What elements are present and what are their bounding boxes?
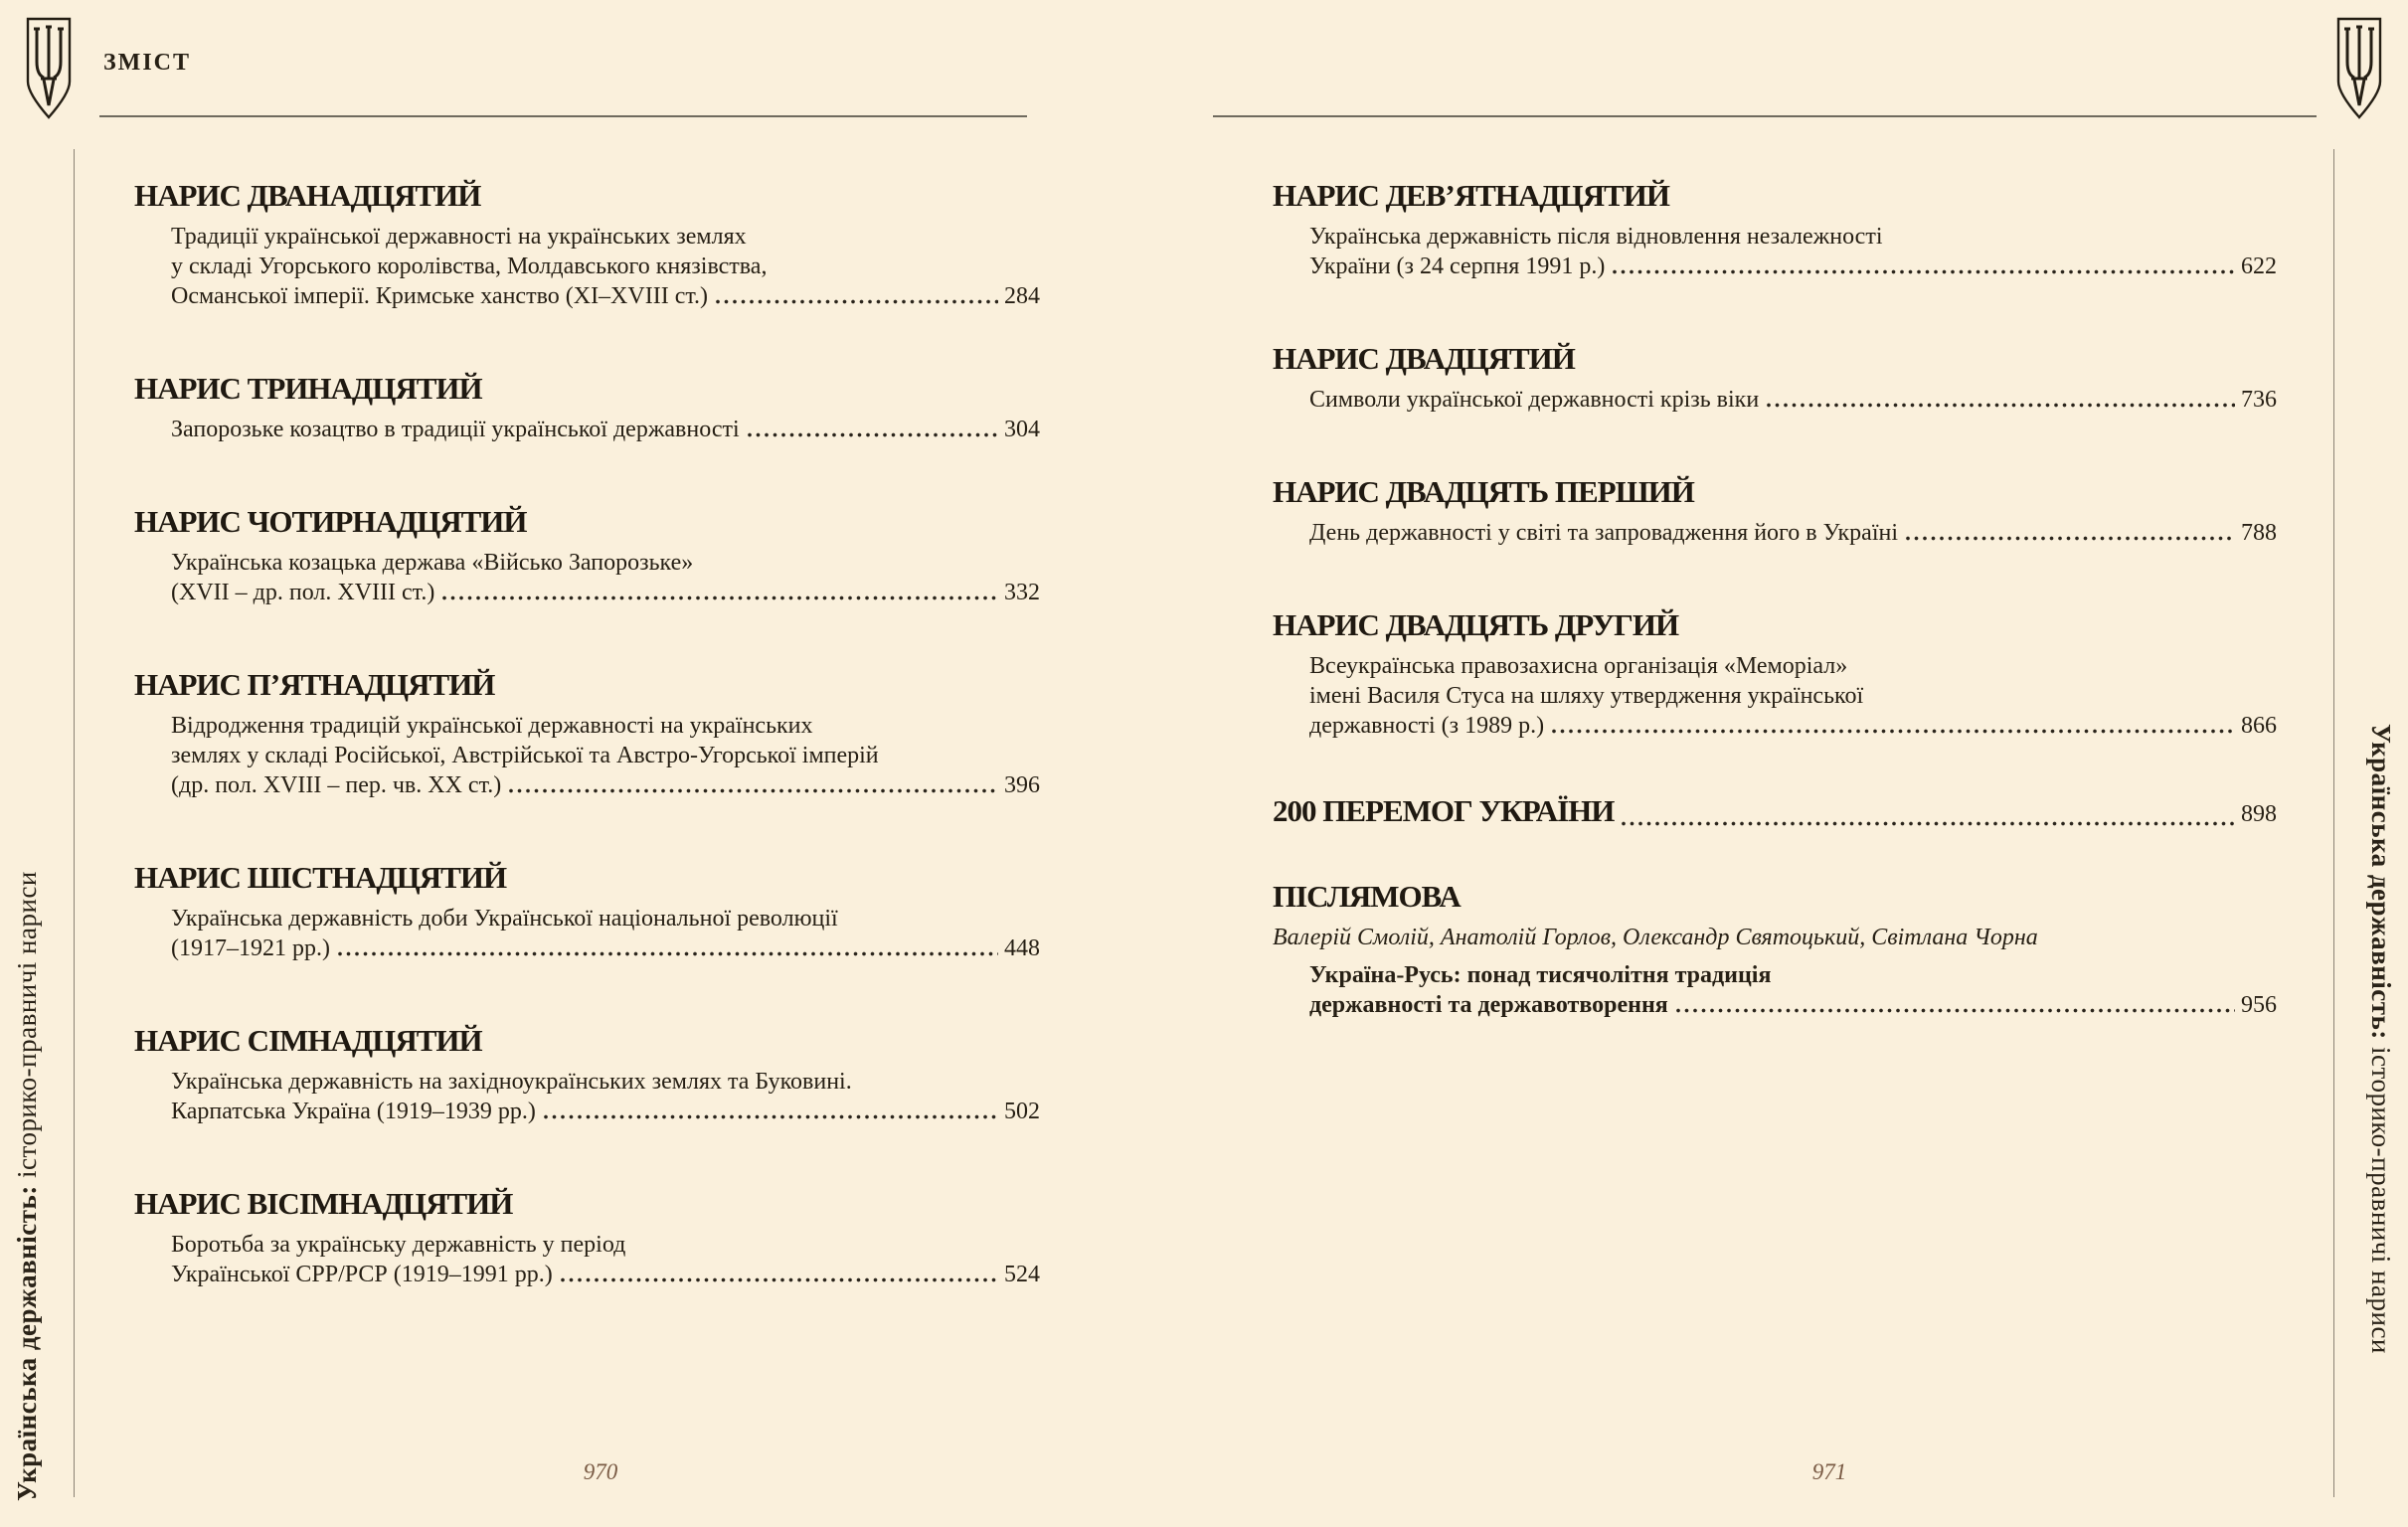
page-number: 524 bbox=[1004, 1262, 1040, 1287]
toc-entry-heading: НАРИС ШІСТНАДЦЯТИЙ bbox=[134, 860, 507, 895]
tryzub-shield-icon bbox=[24, 16, 74, 125]
toc-entry-line bbox=[1309, 990, 2277, 1020]
toc-entry-text: Запорозьке козацтво в традиції української державності bbox=[171, 417, 740, 442]
toc-entry bbox=[1273, 878, 2277, 1020]
toc-entry-text: України (з 24 серпня 1991 р.) bbox=[1309, 254, 1606, 279]
page-number: 284 bbox=[1004, 283, 1040, 309]
edge-rule-left bbox=[74, 149, 75, 1497]
header-rule-right bbox=[1213, 115, 2317, 117]
toc-entry bbox=[134, 370, 1040, 444]
toc-entry-heading: НАРИС ЧОТИРНАДЦЯТИЙ bbox=[134, 504, 527, 539]
toc-entry-line bbox=[171, 1097, 1040, 1126]
toc-entry-text: державності та державотворення bbox=[1309, 992, 1668, 1018]
toc-entry-body bbox=[171, 222, 1040, 311]
toc-entry-line bbox=[171, 933, 1040, 963]
toc-entry-line: Боротьба за українську державність у період bbox=[171, 1232, 626, 1258]
page-number: 866 bbox=[2241, 713, 2277, 739]
toc-entry bbox=[1273, 177, 2277, 281]
toc-entry-heading: НАРИС ДВАДЦЯТЬ ПЕРШИЙ bbox=[1273, 474, 1694, 509]
toc-entry-heading: ПІСЛЯМОВА bbox=[1273, 879, 1461, 914]
toc-entry-line: імені Василя Стуса на шляху утвердження української bbox=[1309, 683, 1864, 709]
toc-entry-line: Україна-Русь: понад тисячолітня традиція bbox=[1309, 962, 1772, 988]
spine-title-regular: історико-правничі нариси bbox=[2366, 1039, 2396, 1354]
toc-entry-line bbox=[171, 1260, 1040, 1289]
toc-entry-text: (др. пол. XVIII – пер. чв. XX ст.) bbox=[171, 772, 502, 798]
dot-leader bbox=[1766, 402, 2235, 409]
toc-entry-line bbox=[1273, 792, 2277, 833]
toc-entry-text: Української СРР/РСР (1919–1991 рр.) bbox=[171, 1262, 553, 1287]
toc-entry-line bbox=[171, 281, 1040, 311]
toc-entry-body bbox=[171, 548, 1040, 607]
spine-title-left bbox=[12, 724, 64, 1501]
dot-leader bbox=[337, 950, 998, 957]
toc-entry bbox=[134, 1185, 1040, 1289]
folio-right: 971 bbox=[1811, 1459, 1847, 1484]
folio-left: 970 bbox=[583, 1459, 618, 1484]
toc-entry-text: День державності у світі та запровадження його в Україні bbox=[1309, 520, 1899, 546]
toc-entry-line bbox=[171, 578, 1040, 607]
page-number: 622 bbox=[2241, 254, 2277, 279]
toc-entry-body bbox=[1309, 651, 2277, 741]
page-number: 502 bbox=[1004, 1099, 1040, 1124]
page-number: 396 bbox=[1004, 772, 1040, 798]
toc-entry bbox=[1273, 340, 2277, 415]
toc-entry-line: Українська державність після відновлення незалежності bbox=[1309, 224, 1883, 250]
toc-entry bbox=[134, 503, 1040, 607]
toc-column-right bbox=[1273, 177, 2277, 1079]
toc-entry bbox=[134, 666, 1040, 800]
toc-entry bbox=[134, 1022, 1040, 1126]
toc-entry-line: Українська державність доби Української національної революції bbox=[171, 906, 838, 932]
toc-entry bbox=[1273, 606, 2277, 741]
page-number: 304 bbox=[1004, 417, 1040, 442]
spine-title-bold: Українська державність: bbox=[2366, 724, 2396, 1040]
page-number: 788 bbox=[2241, 520, 2277, 546]
toc-entry-text: Карпатська Україна (1919–1939 рр.) bbox=[171, 1099, 536, 1124]
toc-entry-line bbox=[1309, 252, 2277, 281]
dot-leader bbox=[560, 1276, 998, 1283]
dot-leader bbox=[441, 594, 998, 601]
dot-leader bbox=[1905, 535, 2235, 542]
toc-entry-heading: НАРИС ДВАНАДЦЯТИЙ bbox=[134, 178, 481, 213]
toc-entry-body bbox=[1309, 222, 2277, 281]
toc-entry-line: у складі Угорського королівства, Молдавського князівства, bbox=[171, 254, 768, 279]
toc-column-left bbox=[134, 177, 1040, 1348]
dot-leader bbox=[508, 787, 998, 794]
edge-rule-right bbox=[2333, 149, 2334, 1497]
dot-leader bbox=[1612, 268, 2235, 275]
toc-entry bbox=[134, 859, 1040, 963]
tryzub-shield-icon bbox=[2334, 16, 2384, 125]
toc-entry-line: Відродження традицій української державності на українських bbox=[171, 713, 813, 739]
toc-entry-text: (1917–1921 рр.) bbox=[171, 935, 330, 961]
header-rule-left bbox=[99, 115, 1027, 117]
toc-entry-body bbox=[171, 711, 1040, 800]
toc-entry-line bbox=[1309, 518, 2277, 548]
toc-entry-heading: НАРИС СІМНАДЦЯТИЙ bbox=[134, 1023, 482, 1058]
dot-leader bbox=[747, 431, 998, 438]
page-number: 448 bbox=[1004, 935, 1040, 961]
toc-entry-line: Українська козацька держава «Військо Запорозьке» bbox=[171, 550, 694, 576]
toc-entry-heading: НАРИС П’ЯТНАДЦЯТИЙ bbox=[134, 667, 495, 702]
dot-leader bbox=[715, 298, 998, 305]
toc-entry-text: державності (з 1989 р.) bbox=[1309, 713, 1545, 739]
contents-title: ЗМІСТ bbox=[103, 50, 191, 76]
toc-entry bbox=[1273, 473, 2277, 548]
page-number: 332 bbox=[1004, 580, 1040, 605]
toc-entry-line bbox=[1309, 385, 2277, 415]
toc-entry-heading: НАРИС ТРИНАДЦЯТИЙ bbox=[134, 371, 482, 406]
dot-leader bbox=[543, 1113, 998, 1120]
toc-entry-line bbox=[171, 415, 1040, 444]
spine-title-bold: Українська державність: bbox=[12, 1185, 42, 1501]
toc-entry-line: Українська державність на західноукраїнських землях та Буковині. bbox=[171, 1069, 852, 1095]
toc-entry-heading: НАРИС ДВАДЦЯТИЙ bbox=[1273, 341, 1575, 376]
toc-entry-line: землях у складі Російської, Австрійської та Австро-Угорської імперій bbox=[171, 743, 879, 768]
afterword-authors: Валерій Смолій, Анатолій Горлов, Олександр Святоцький, Світлана Чорна bbox=[1273, 925, 2038, 950]
toc-entry-body bbox=[171, 1230, 1040, 1289]
dot-leader bbox=[1551, 728, 2235, 735]
toc-entry-body bbox=[171, 904, 1040, 963]
toc-entry-body bbox=[171, 1067, 1040, 1126]
toc-entry-text: Османської імперії. Кримське ханство (XI–XVIII ст.) bbox=[171, 283, 709, 309]
toc-entry-text: Символи української державності крізь віки bbox=[1309, 387, 1760, 413]
spine-title-regular: історико-правничі нариси bbox=[12, 871, 42, 1186]
toc-entry-body bbox=[171, 415, 1040, 444]
toc-entry-body bbox=[1309, 960, 2277, 1020]
toc-entry-text: (XVII – др. пол. XVIII ст.) bbox=[171, 580, 435, 605]
toc-entry-body bbox=[1309, 518, 2277, 548]
toc-entry-heading: НАРИС ДЕВ’ЯТНАДЦЯТИЙ bbox=[1273, 178, 1669, 213]
toc-entry-line: Традиції української державності на українських землях bbox=[171, 224, 747, 250]
dot-leader bbox=[1621, 820, 2235, 827]
dot-leader bbox=[1675, 1007, 2235, 1014]
toc-entry-heading: НАРИС ДВАДЦЯТЬ ДРУГИЙ bbox=[1273, 607, 1679, 642]
page-number: 898 bbox=[2241, 801, 2277, 827]
toc-entry-line bbox=[171, 770, 1040, 800]
toc-entry bbox=[134, 177, 1040, 311]
toc-entry-body bbox=[1309, 385, 2277, 415]
toc-entry-line bbox=[1309, 711, 2277, 741]
spine-title-right bbox=[2344, 724, 2396, 1501]
toc-entry-heading: 200 ПЕРЕМОГ УКРАЇНИ bbox=[1273, 793, 1615, 828]
page-number: 736 bbox=[2241, 387, 2277, 413]
toc-entry bbox=[1273, 792, 2277, 833]
page-number: 956 bbox=[2241, 992, 2277, 1018]
toc-entry-line: Всеукраїнська правозахисна організація «Меморіал» bbox=[1309, 653, 1848, 679]
toc-entry-heading: НАРИС ВІСІМНАДЦЯТИЙ bbox=[134, 1186, 513, 1221]
